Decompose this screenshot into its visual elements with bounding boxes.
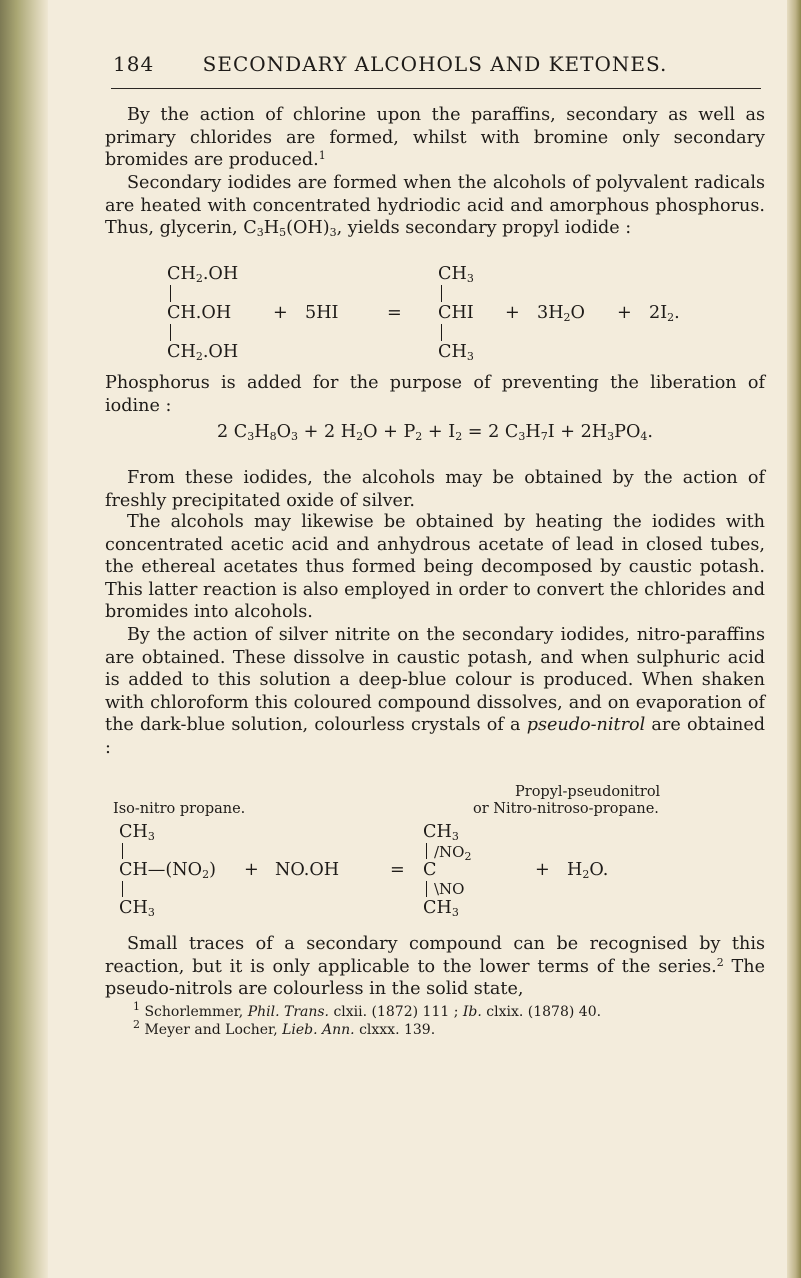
nitro-group: $/NO_2$ [434,843,472,863]
running-title: SECONDARY ALCOHOLS AND KETONES. [202,52,668,76]
label-propyl-pseudonitrol: Propyl-pseudonitrol [515,784,661,800]
formula-hydriodic-acid: 5HI [305,303,339,323]
label-nitro-nitroso-propane: or Nitro-nitroso-propane. [473,801,659,817]
formula-ch-no2: $CH—(NO_2)$ [119,860,216,881]
formula-ch3-top-left: $CH_3$ [119,822,155,843]
formula-water: $3H_2O$ [537,303,585,324]
equation-phosphorus-iodine: 2 $C_3H_8O_3 + 2$ $H_2O + P_2 + I_2 = 2$ $C_3H_7I + 2H_3PO_4$. [217,422,653,443]
plus-sign: + [273,303,288,323]
bond-line [441,324,442,341]
page-number: 184 [113,52,155,76]
bond-line [170,324,171,341]
plus-sign: + [617,303,632,323]
bond-line [426,881,427,897]
bond-line [426,843,427,859]
equals-sign: = [390,860,405,880]
bond-line [170,285,171,302]
formula-ch3-bottom-right: $CH_3$ [423,898,459,919]
equals-sign: = [387,303,402,323]
plus-sign: + [505,303,520,323]
plus-sign: + [535,860,550,880]
formula-ch3-top: $CH_3$ [438,264,474,285]
formula-ch3-top-right: $CH_3$ [423,822,459,843]
formula-ch3-bottom-left: $CH_3$ [119,898,155,919]
paragraph-acetic-acid: The alcohols may likewise be obtained by heating the iodides with concentrated acetic acid and anhydrous acetate of lead in closed tubes, the ethereal acetates thus formed being decomposed by caustic potash. This latter reaction is also employed in order to convert the chlorides and bromides into alcohols. [105,512,765,622]
bond-line [122,843,123,859]
paragraph-secondary-iodides: Secondary iodides are formed when the alcohols of polyvalent radicals are heated with concentrated hydriodic acid and amorphous phosphorus. Thus, glycerin, $C_3H_5(OH)_3$, yields secondary propyl iodide : [105,173,765,239]
bond-line [441,285,442,302]
plus-sign: + [244,860,259,880]
formula-ch2oh-bottom: $CH_2.OH$ [167,342,239,363]
formula-choh: CH.OH [167,303,232,323]
book-binding-gutter [0,0,48,1278]
formula-chi: CHI [438,303,474,323]
footnote-1: $^1$ Schorlemmer, Phil. Trans. clxii. (1872) 111 ; Ib. clxix. (1878) 40. [133,1000,602,1020]
paragraph-silver-oxide: From these iodides, the alcohols may be obtained by the action of freshly precipitated oxide of silver. [105,468,765,511]
formula-nitrous-acid: NO.OH [275,860,340,880]
nitroso-group: \NO [434,880,465,898]
paragraph-small-traces: Small traces of a secondary compound can be recognised by this reaction, but it is only applicable to the lower terms of the series.$^2$ The pseudo-nitrols are colourless in the solid state, [105,934,765,999]
page-header [105,52,765,78]
footnote-ref: 1 [318,149,326,162]
paragraph-chlorination: By the action of chlorine upon the paraffins, secondary as well as primary chlorides are formed, whilst with bromine only secondary bromides are produced.$^1$ [105,105,765,170]
header-rule [111,88,761,89]
formula-water: $H_2O$. [567,860,609,881]
formula-ch3-bottom: $CH_3$ [438,342,474,363]
footnote-2: $^2$ Meyer and Locher, Lieb. Ann. clxxx. 139. [133,1018,436,1038]
formula-iodine: $2I_2$. [649,303,680,324]
formula-ch2oh-top: $CH_2.OH$ [167,264,239,285]
paragraph-phosphorus: Phosphorus is added for the purpose of preventing the liberation of iodine : [105,373,765,416]
central-carbon: C [423,860,437,880]
book-page [105,0,765,1278]
bond-line [122,881,123,897]
page-edge [787,0,801,1278]
footnote-ref: 2 [716,955,724,969]
label-iso-nitro-propane: Iso-nitro propane. [113,801,246,817]
paragraph-silver-nitrite: By the action of silver nitrite on the secondary iodides, nitro-paraffins are obtained. These dissolve in caustic potash, and when sulphuric acid is added to this solution a deep-blue colour is produced. When shaken with chloroform this coloured compound dissolves, and on evaporation of the dark-blue solution, colourless crystals of a pseudo-nitrol are obtained : [105,625,765,758]
